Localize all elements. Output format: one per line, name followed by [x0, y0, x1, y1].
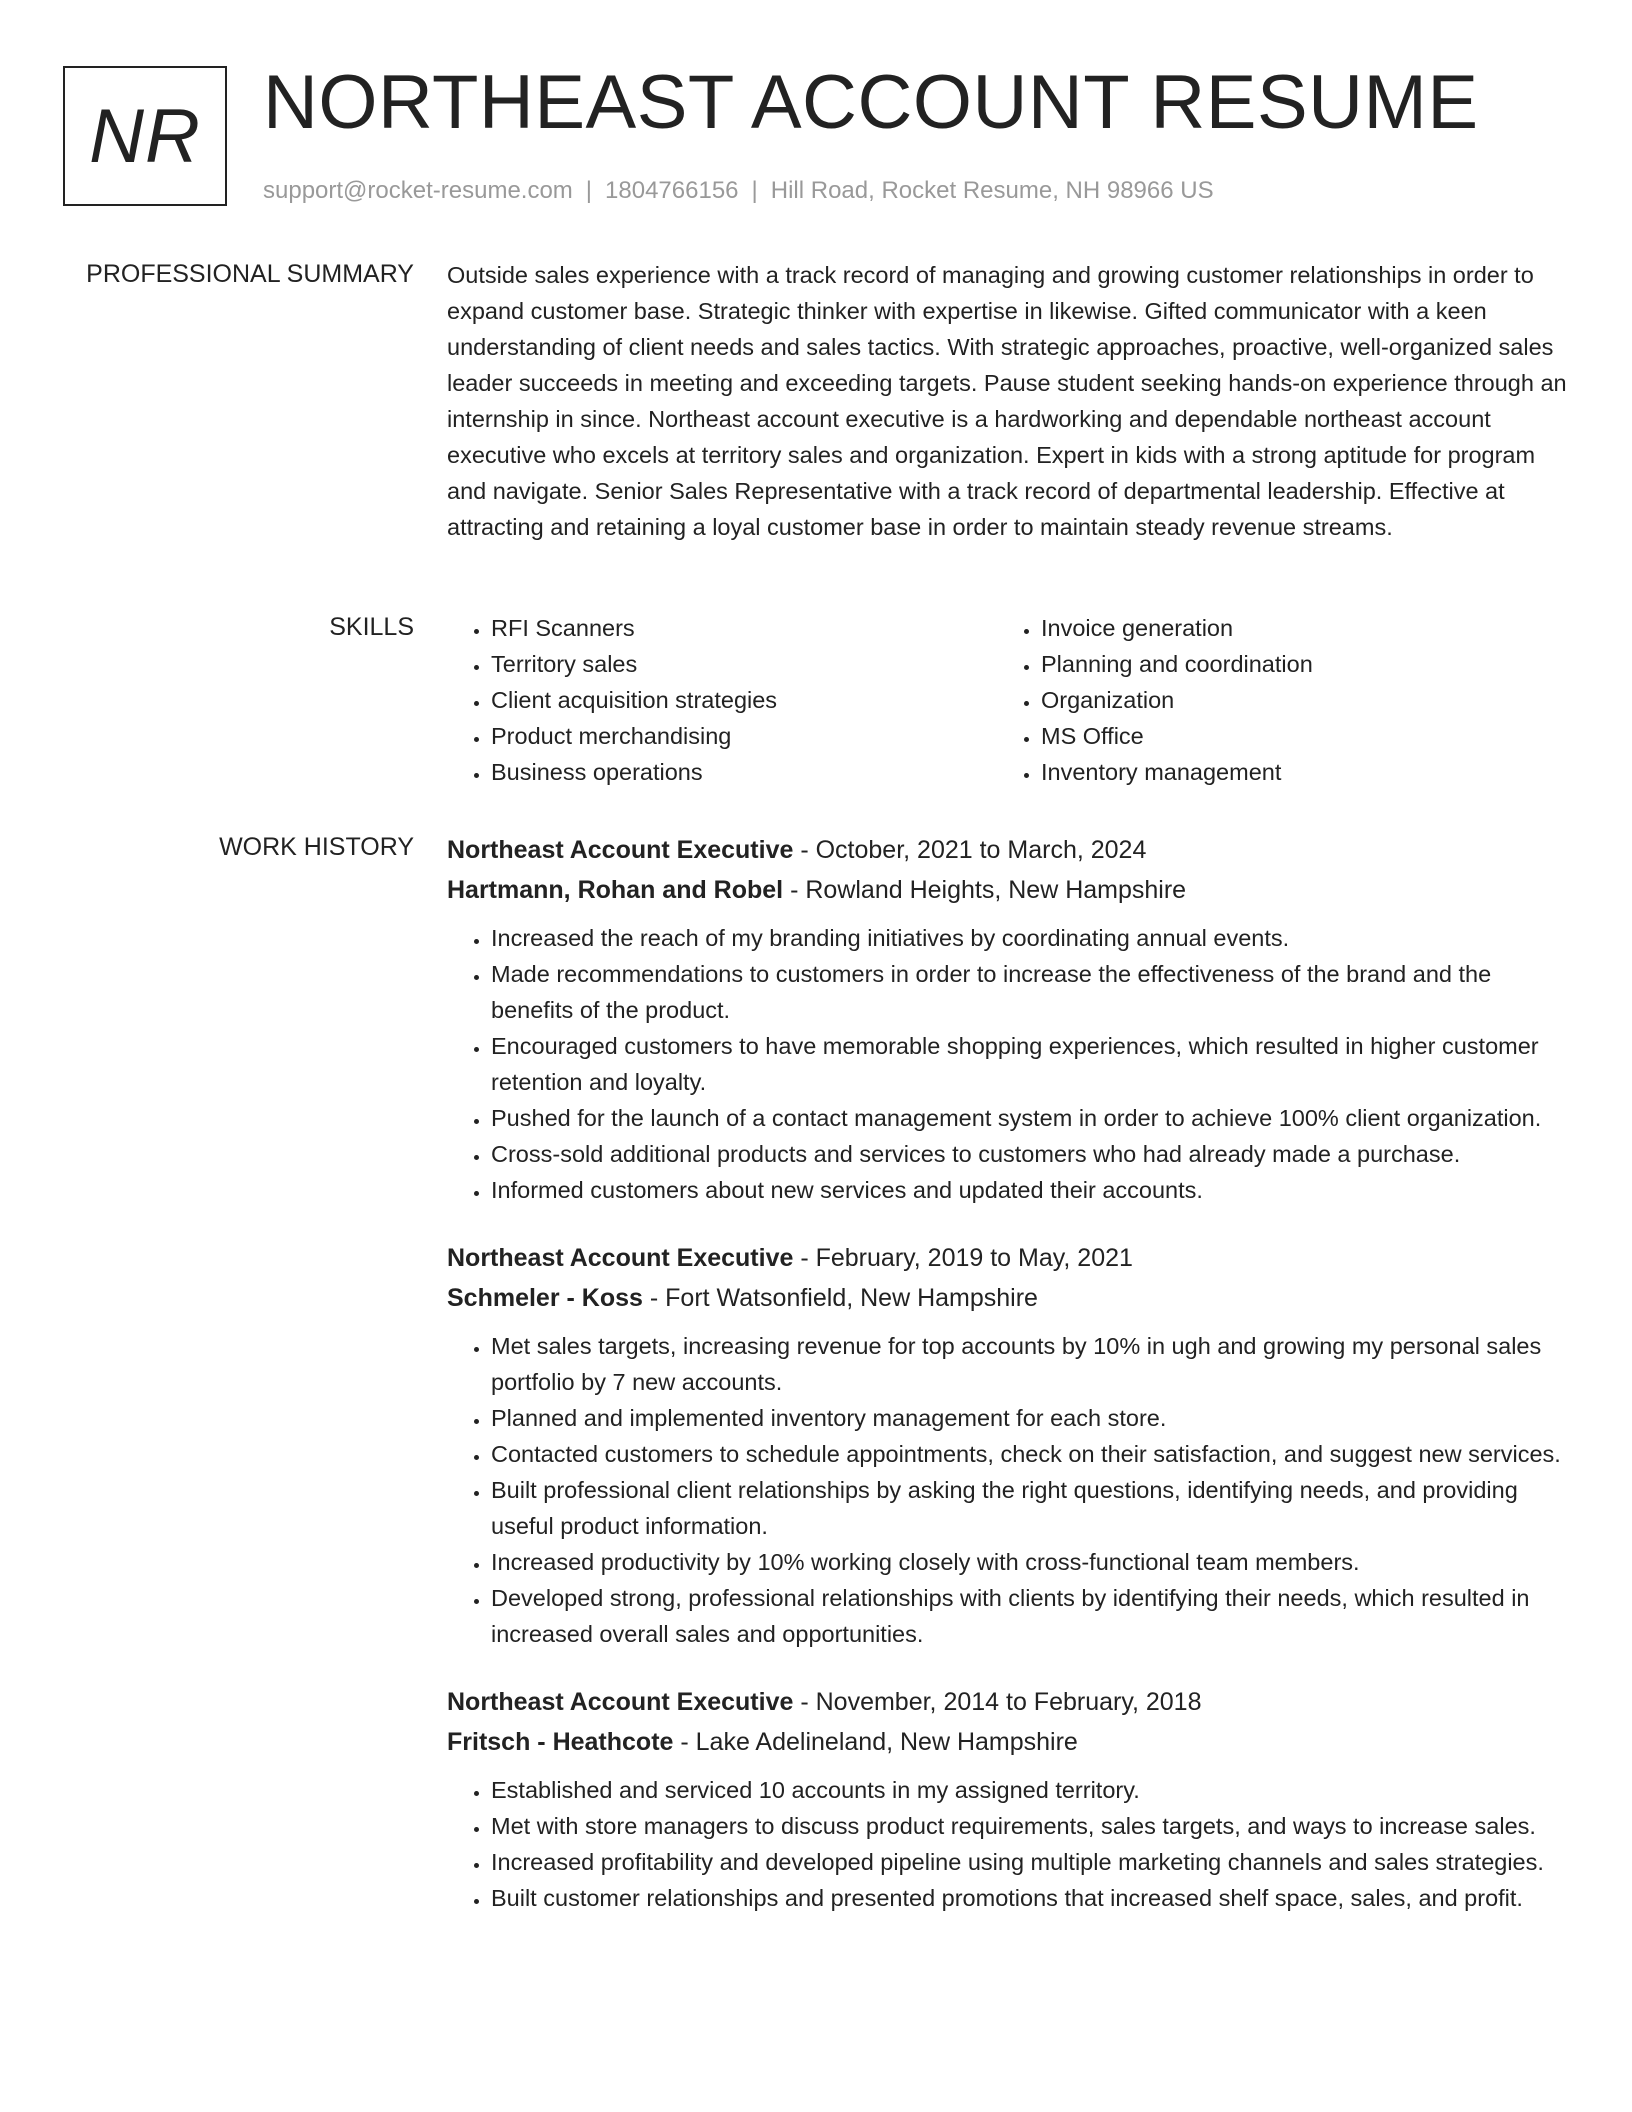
- job-entry: [447, 830, 1572, 1208]
- skill-item: • Planning and coordination: [1041, 646, 1547, 682]
- section-label-skills: SKILLS: [329, 613, 414, 641]
- skill-item: • Client acquisition strategies: [491, 682, 997, 718]
- initials-monogram: NR: [63, 66, 227, 206]
- job-bullet: • Established and serviced 10 accounts in my assigned territory.: [491, 1772, 1572, 1808]
- job-dates: - November, 2014 to February, 2018: [793, 1688, 1202, 1716]
- job-bullet: • Cross-sold additional products and services to customers who had already made a purchase.: [491, 1136, 1572, 1172]
- job-bullet: • Informed customers about new services and updated their accounts.: [491, 1172, 1572, 1208]
- contact-phone: 1804766156: [605, 177, 739, 204]
- job-company: Fritsch - Heathcote: [447, 1728, 674, 1756]
- job-title-line: [447, 1238, 1572, 1278]
- job-entry: [447, 1238, 1572, 1652]
- job-bullet-list: [447, 920, 1572, 1208]
- summary-content: [447, 257, 1572, 545]
- skill-item: • MS Office: [1041, 718, 1547, 754]
- job-bullet: • Met with store managers to discuss product requirements, sales targets, and ways to increase sales.: [491, 1808, 1572, 1844]
- job-entry: [447, 1682, 1572, 1916]
- job-title: Northeast Account Executive: [447, 1244, 794, 1272]
- contact-email: support@rocket-resume.com: [263, 177, 573, 204]
- job-bullet: • Built customer relationships and presented promotions that increased shelf space, sales, and profit.: [491, 1880, 1572, 1916]
- skills-content: [447, 610, 1572, 790]
- skills-column-right: [997, 610, 1547, 790]
- contact-address: Hill Road, Rocket Resume, NH 98966 US: [770, 177, 1214, 204]
- skills-column-left: [447, 610, 997, 790]
- skill-item: • Product merchandising: [491, 718, 997, 754]
- job-location: - Fort Watsonfield, New Hampshire: [642, 1284, 1038, 1312]
- job-bullet: • Developed strong, professional relationships with clients by identifying their needs, which resulted in increased overall sales and opportunities.: [491, 1580, 1572, 1652]
- contact-line: [263, 174, 1214, 208]
- job-bullet: • Made recommendations to customers in order to increase the effectiveness of the brand and the benefits of the product.: [491, 956, 1572, 1028]
- job-title: Northeast Account Executive: [447, 1688, 794, 1716]
- job-title: Northeast Account Executive: [447, 836, 794, 864]
- job-bullet: • Increased profitability and developed pipeline using multiple marketing channels and sales strategies.: [491, 1844, 1572, 1880]
- job-bullet: • Increased the reach of my branding initiatives by coordinating annual events.: [491, 920, 1572, 956]
- skill-item: • Inventory management: [1041, 754, 1547, 790]
- job-company-line: [447, 1278, 1572, 1318]
- job-dates: - October, 2021 to March, 2024: [793, 836, 1147, 864]
- skill-item: • Invoice generation: [1041, 610, 1547, 646]
- job-company-line: [447, 1722, 1572, 1762]
- job-company: Schmeler - Koss: [447, 1284, 643, 1312]
- job-bullet: • Contacted customers to schedule appointments, check on their satisfaction, and suggest new services.: [491, 1436, 1572, 1472]
- skill-item: • Business operations: [491, 754, 997, 790]
- resume-title: NORTHEAST ACCOUNT RESUME: [263, 60, 1479, 145]
- job-bullet: • Met sales targets, increasing revenue for top accounts by 10% in ugh and growing my personal sales portfolio by 7 new accounts.: [491, 1328, 1572, 1400]
- job-company-line: [447, 870, 1572, 910]
- section-label-summary: PROFESSIONAL SUMMARY: [86, 260, 414, 288]
- job-company: Hartmann, Rohan and Robel: [447, 876, 784, 904]
- skill-item: • RFI Scanners: [491, 610, 997, 646]
- work-history-content: [447, 830, 1572, 1946]
- job-bullet: • Encouraged customers to have memorable shopping experiences, which resulted in higher customer retention and loyalty.: [491, 1028, 1572, 1100]
- job-bullet: • Increased productivity by 10% working closely with cross-functional team members.: [491, 1544, 1572, 1580]
- skill-item: • Organization: [1041, 682, 1547, 718]
- skill-item: • Territory sales: [491, 646, 997, 682]
- contact-separator: |: [585, 177, 593, 204]
- job-bullet: • Planned and implemented inventory management for each store.: [491, 1400, 1572, 1436]
- job-bullet-list: [447, 1328, 1572, 1652]
- contact-separator: |: [751, 177, 758, 204]
- job-bullet: • Built professional client relationships by asking the right questions, identifying needs, and providing useful product information.: [491, 1472, 1572, 1544]
- job-location: - Rowland Heights, New Hampshire: [783, 876, 1187, 904]
- job-title-line: [447, 830, 1572, 870]
- job-location: - Lake Adelineland, New Hampshire: [673, 1728, 1078, 1756]
- job-bullet: • Pushed for the launch of a contact management system in order to achieve 100% client organization.: [491, 1100, 1572, 1136]
- job-bullet-list: [447, 1772, 1572, 1916]
- section-label-work-history: WORK HISTORY: [219, 833, 414, 861]
- job-dates: - February, 2019 to May, 2021: [793, 1244, 1133, 1272]
- job-title-line: [447, 1682, 1572, 1722]
- summary-text: Outside sales experience with a track record of managing and growing customer relationships in order to expand customer base. Strategic thinker with expertise in likewise. Gifted communicator with a keen understanding of client needs and sales tactics. With strategic approaches, proactive, well-organized sales leader succeeds in meeting and exceeding targets. Pause student seeking hands-on experience through an internship in since. Northeast account executive is a hardworking and dependable northeast account executive who excels at territory sales and organization. Expert in kids with a strong aptitude for program and navigate. Senior Sales Representative with a track record of departmental leadership. Effective at attracting and retaining a loyal customer base in order to maintain steady revenue streams.: [447, 262, 1567, 540]
